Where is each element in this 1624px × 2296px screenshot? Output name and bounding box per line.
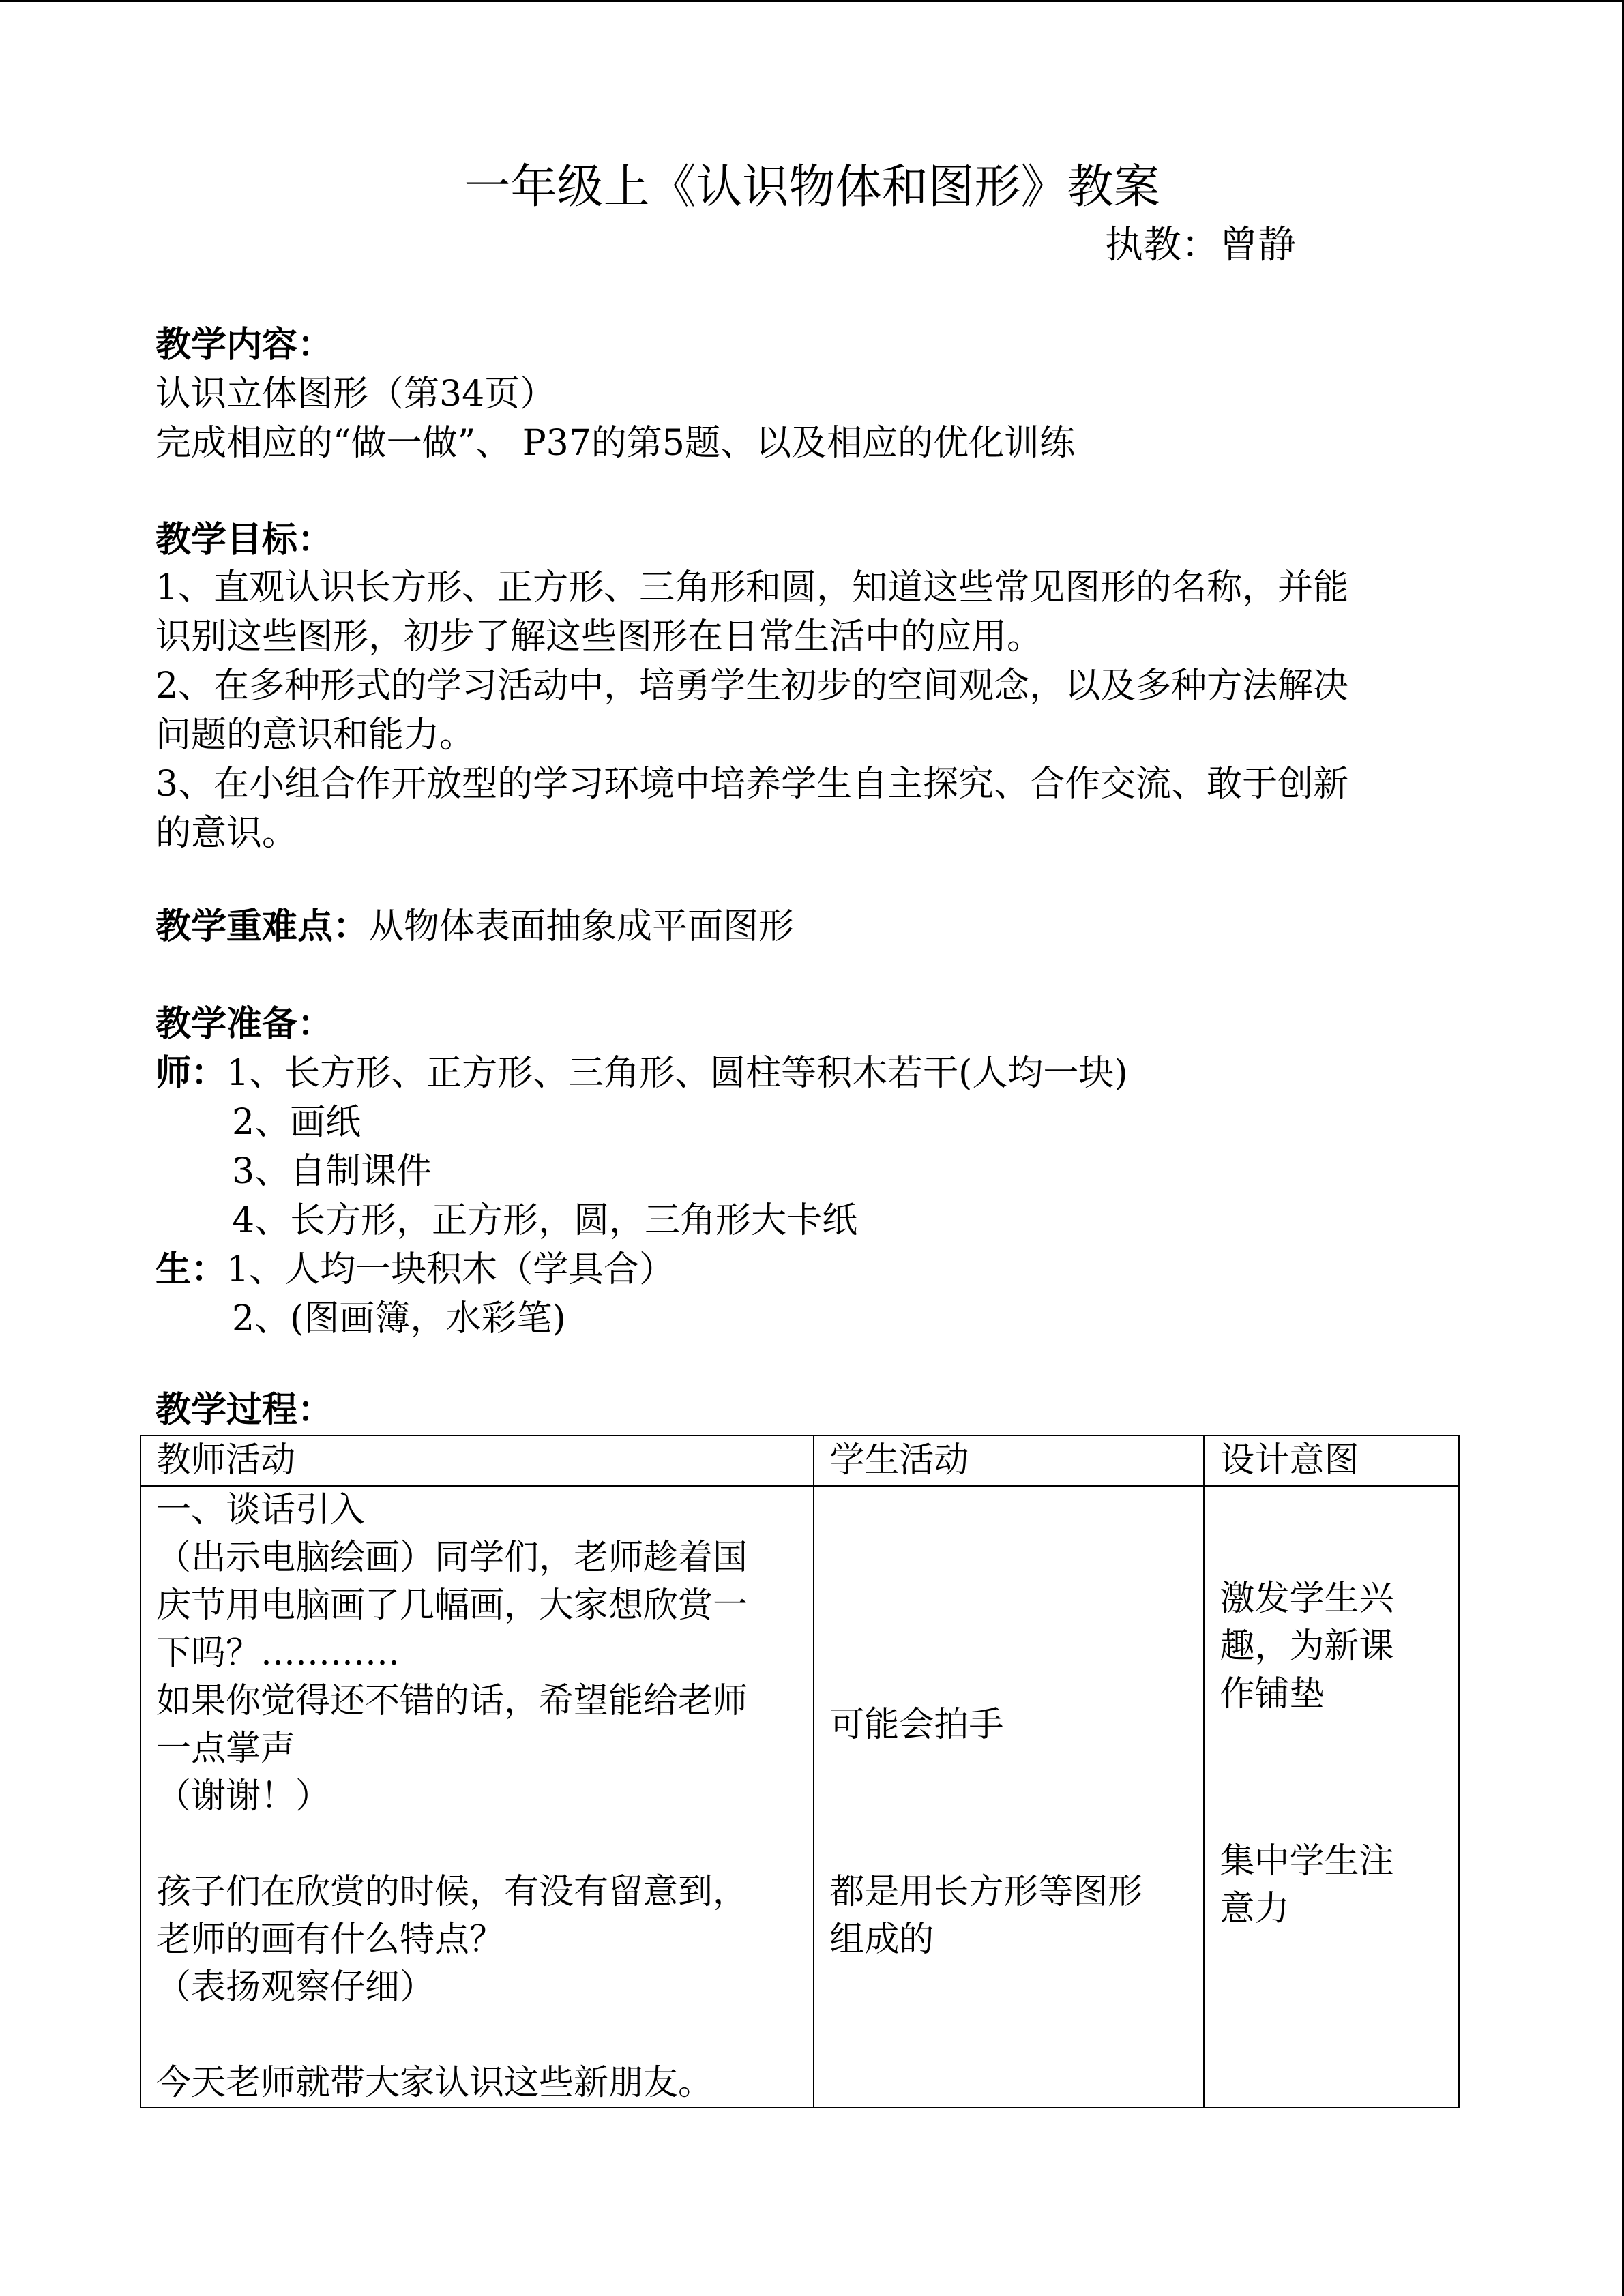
preparation-item: 2、画纸 [232, 1102, 361, 1143]
teacher-activity-line: 孩子们在欣赏的时候，有没有留意到， [156, 1872, 748, 1912]
teacher-label: 师： [156, 1052, 227, 1094]
teacher-activity-line: 老师的画有什么特点？ [156, 1920, 505, 1960]
goals-line: 1、直观认识长方形、正方形、三角形和圆，知道这些常见图形的名称，并能 [156, 567, 1349, 608]
student-activity-line: 都是用长方形等图形 [829, 1872, 1143, 1912]
student-label: 生： [156, 1249, 227, 1290]
content-heading: 教学内容： [156, 324, 334, 366]
student-activity-cell [814, 1486, 1204, 2108]
preparation-item: 1、人均一块积木（学具合） [226, 1249, 675, 1290]
preparation-student-row [156, 1245, 675, 1294]
document-title: 一年级上《认识物体和图形》教案 [464, 160, 1160, 214]
design-intent-line: 作铺垫 [1220, 1674, 1325, 1714]
page-border-top [0, 0, 1624, 2]
preparation-teacher-row [156, 1049, 1128, 1098]
goals-heading: 教学目标： [156, 519, 334, 561]
table-row [141, 1486, 1459, 2108]
goals-line: 问题的意识和能力。 [156, 715, 475, 756]
design-intent-line: 集中学生注 [1220, 1841, 1394, 1881]
goals-line: 识别这些图形，初步了解这些图形在日常生活中的应用。 [156, 616, 1043, 657]
student-activity-line: 组成的 [829, 1920, 934, 1960]
teacher-activity-line: 下吗？………… [156, 1633, 400, 1673]
spacer [1220, 1718, 1443, 1838]
column-header-student: 学生活动 [814, 1435, 1204, 1486]
teacher-name: 执教：曾静 [1105, 223, 1296, 267]
goals-line: 2、在多种形式的学习活动中，培勇学生初步的空间观念，以及多种方法解决 [156, 666, 1349, 706]
blank-line [156, 1821, 798, 1868]
column-header-teacher: 教师活动 [141, 1435, 814, 1486]
content-line: 认识立体图形（第34页） [156, 374, 556, 415]
spacer [829, 1487, 1188, 1701]
student-activity-line: 可能会拍手 [829, 1705, 1004, 1745]
key-points-text: 从物体表面抽象成平面图形 [368, 906, 795, 947]
preparation-item: 3、自制课件 [232, 1151, 432, 1192]
spacer [829, 1749, 1188, 1868]
spacer [1220, 1487, 1443, 1575]
process-heading: 教学过程： [156, 1389, 334, 1431]
process-table [140, 1435, 1460, 2108]
teacher-activity-cell [141, 1486, 814, 2108]
key-points-heading: 教学重难点： [156, 906, 369, 947]
teacher-activity-line: 庆节用电脑画了几幅画，大家想欣赏一 [156, 1585, 748, 1626]
teacher-activity-line: 一、谈话引入 [156, 1490, 366, 1530]
design-intent-line: 意力 [1220, 1889, 1290, 1929]
column-header-intent: 设计意图 [1204, 1435, 1459, 1486]
design-intent-line: 激发学生兴 [1220, 1579, 1394, 1619]
teacher-activity-line: （谢谢！） [156, 1776, 331, 1817]
goals-line: 的意识。 [156, 813, 298, 854]
content-line: 完成相应的“做一做”、 P37的第5题、以及相应的优化训练 [156, 423, 1075, 464]
teacher-activity-line: （表扬观察仔细） [156, 1967, 435, 2008]
blank-line [156, 2012, 798, 2059]
teacher-activity-line: 一点掌声 [156, 1729, 296, 1769]
preparation-item: 4、长方形，正方形，圆，三角形大卡纸 [232, 1200, 858, 1241]
teacher-activity-line: 今天老师就带大家认识这些新朋友。 [156, 2063, 713, 2103]
key-points [156, 902, 794, 951]
design-intent-line: 趣，为新课 [1220, 1626, 1394, 1667]
goals-line: 3、在小组合作开放型的学习环境中培养学生自主探究、合作交流、敢于创新 [156, 764, 1349, 805]
design-intent-cell [1204, 1486, 1459, 2108]
teacher-activity-line: （出示电脑绘画）同学们，老师趁着国 [156, 1538, 748, 1578]
preparation-item: 1、长方形、正方形、三角形、圆柱等积木若干(人均一块) [226, 1053, 1128, 1094]
table-header-row [141, 1435, 1459, 1486]
teacher-activity-line: 如果你觉得还不错的话，希望能给老师 [156, 1681, 748, 1721]
preparation-heading: 教学准备： [156, 1003, 334, 1045]
preparation-item: 2、(图画簿，水彩笔) [232, 1298, 566, 1339]
